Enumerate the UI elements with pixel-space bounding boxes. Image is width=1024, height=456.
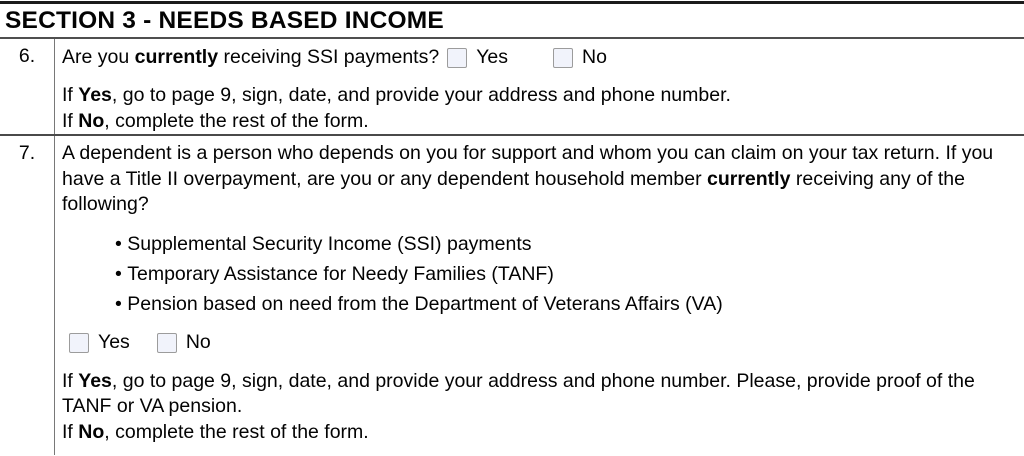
question-7-yes-label: Yes <box>98 330 130 353</box>
bullet-item-tanf: • Temporary Assistance for Needy Families (TANF) <box>115 259 1020 289</box>
question-6-yes-checkbox[interactable] <box>447 48 467 68</box>
question-6-line <box>62 44 1020 71</box>
question-7-no-label: No <box>185 330 211 353</box>
section-title: SECTION 3 - NEEDS BASED INCOME <box>5 7 444 34</box>
question-6-yes-label: Yes <box>476 45 508 68</box>
question-7-instructions <box>62 369 1020 446</box>
question-7-number: 7. <box>0 136 55 455</box>
question-7-bullet-list <box>62 229 1020 319</box>
question-7-text: A dependent is a person who depends on you for support and whom you can claim on your tax return. If you have a Title II overpayment, are you or any dependent household member currently receiving any of the following? <box>62 142 994 215</box>
bullet-item-ssi: • Supplemental Security Income (SSI) payments <box>115 229 1020 259</box>
question-6-no-label: No <box>582 45 607 68</box>
question-6-text: Are you currently receiving SSI payments? <box>62 45 440 68</box>
question-7-instruction-no: If No, complete the rest of the form. <box>62 420 369 443</box>
question-7-row <box>0 136 1024 455</box>
question-7-no-checkbox[interactable] <box>157 333 177 353</box>
question-6-no-checkbox[interactable] <box>553 48 573 68</box>
question-7-body <box>55 136 1024 455</box>
question-6-number: 6. <box>0 39 55 134</box>
question-6-row <box>0 39 1024 136</box>
bullet-item-va-pension: • Pension based on need from the Department of Veterans Affairs (VA) <box>115 289 1020 319</box>
question-6-instruction-yes: If Yes, go to page 9, sign, date, and provide your address and phone number. <box>62 84 731 106</box>
question-7-options <box>62 332 1020 354</box>
question-6-body <box>55 39 1024 134</box>
question-7-yes-checkbox[interactable] <box>69 333 89 353</box>
question-7-instruction-yes: If Yes, go to page 9, sign, date, and provide your address and phone number. Please, provide proof of the TANF or VA pension. <box>62 369 975 417</box>
question-6-instructions <box>62 83 1020 134</box>
question-6-instruction-no: If No, complete the rest of the form. <box>62 109 369 132</box>
